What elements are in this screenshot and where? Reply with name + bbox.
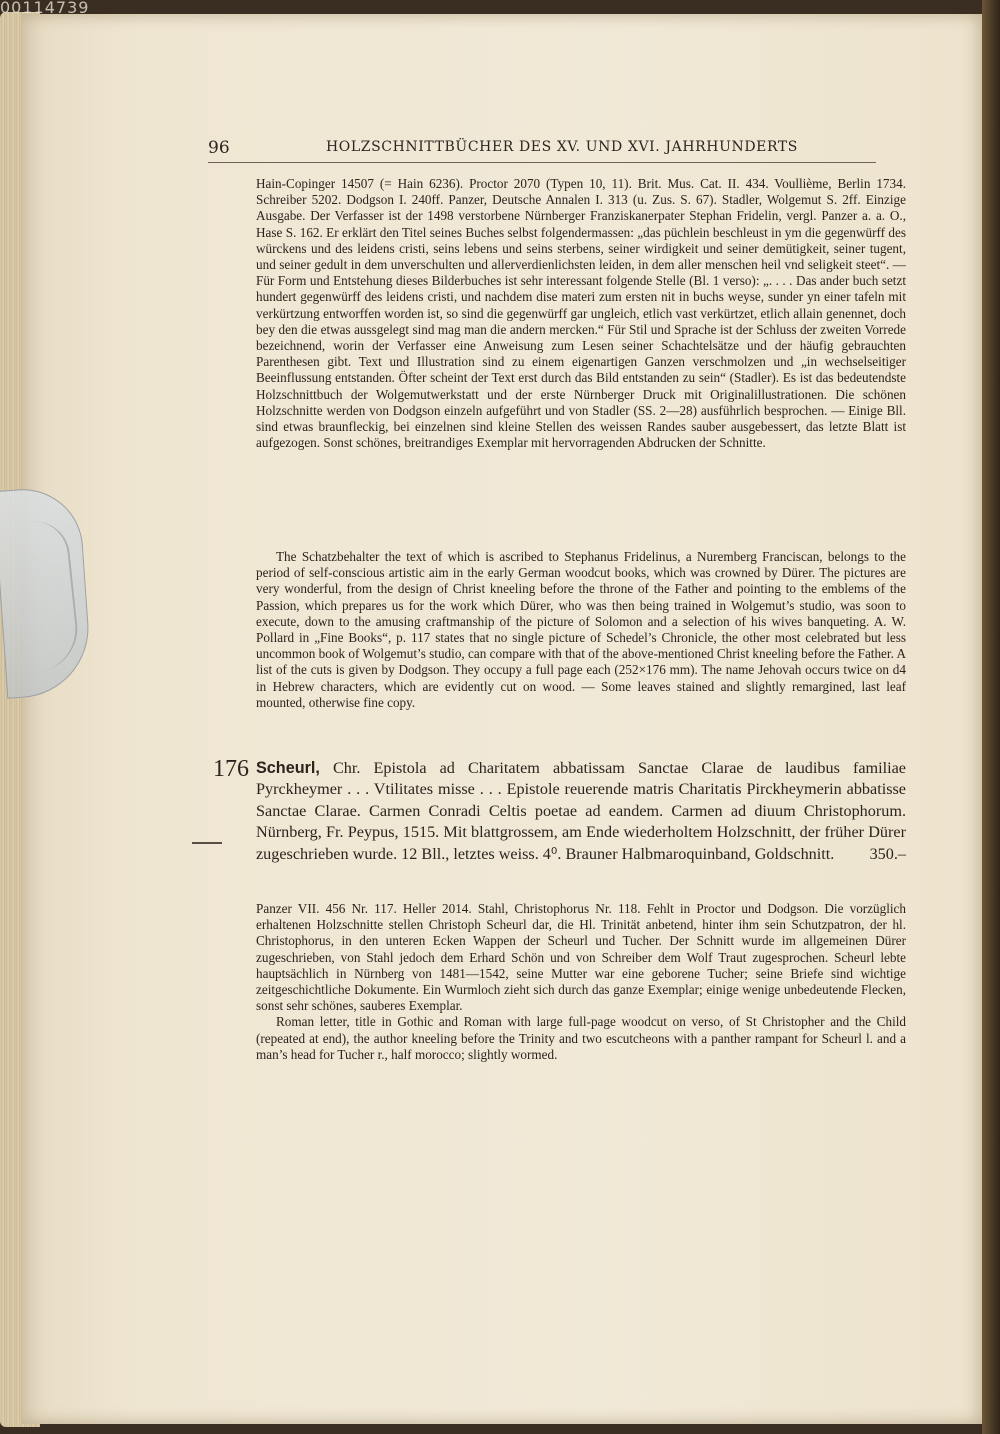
entry-title: Chr. Epistola ad Charitatem abbatissam Sanctae Clarae de laudibus familiae Pyrckheymer . . . Vtilitates misse . . . Epistole reuerende matris Charitatis Pirckheymerin abbatisse Sanctae Clarae. Carmen Conradi Celtis poetae ad eandem. Carmen ad diuum Christophorum. Nürnberg, Fr. Peypus, 1515. Mit blattgrossem, am Ende wiederholtem Holzschnitt, der früher Dürer zugeschrieben wurde. 12 Bll., letztes weiss. 4⁰. Brauner Halbmaroquinband, Goldschnitt. xyxy=(256,759,906,863)
paragraph: Hain-Copinger 14507 (= Hain 6236). Proctor 2070 (Typen 10, 11). Brit. Mus. Cat. II. 434. Voullième, Berlin 1734. Schreiber 5202. Dodgson I. 240ff. Panzer, Deutsche Annalen I. 313 (u. Zus. S. 67). Stadler, Wolgemut S. 2ff. Einzige Ausgabe. Der Verfasser ist der 1498 verstorbene Nürnberger Franziskanerpater Stephan Fridelin, vergl. Panzer a. a. O., Hase S. 162. Er erklärt den Titel seines Buches selbst folgendermassen: „das püchlein beschleust in ym die gegenwürff des würckens und des leidens cristi, seins lebens und seins sterbens, seiner wirdigkeit und seiner demütigkeit, seiner tugent, und seiner gedult in dem unverschulten und allerverdienlichsten leiden, in dem aller menschen heil vnd seligkeit steet“. — Für Form und Entstehung dieses Bilderbuches ist sehr interessant folgende Stelle (Bl. 1 verso): „. . . . Das ander buch setzt hundert gegenwürff des leidens cristi, und nachdem dise materi zum ersten nit in buchs weyse, sunder yn einer tafeln mit verkürtzung entworffen worden ist, so sind die gegenwürff gar ungleich, etlich vast verkürtzet, etlich allain genennet, doch bey den die etwas aussgelegt sind mag man die andern mercken.“ Für Stil und Sprache ist der Schluss der zweiten Vorrede bezeichnend, worin der Verfasser eine Anweisung zum Lesen seiner Schachtelsätze und der häufig gebrauchten Parenthesen gibt. Text und Illustration sind zu einem eigenartigen Ganzen verschmolzen und „in wechselseitiger Beeinflussung entstanden. Öfter scheint der Text erst durch das Bild entstanden zu sein“ (Stadler). Es ist das bedeutendste Holzschnittbuch der Wolgemutwerkstatt und der erste Nürnberger Druck mit Originalillustrationen. Die schönen Holzschnitte werden von Dodgson einzeln aufgeführt und von Stadler (SS. 2—28) ausführlich besprochen. — Einige Bll. sind etwas braunfleckig, bei einzelnen sind kleine Stellen des weissen Randes sauber ausgebessert, das letzte Blatt ist aufgezogen. Sonst schönes, breitrandiges Exemplar mit hervorragenden Abdrucken der Schnitte. xyxy=(256,176,906,451)
page-number: 96 xyxy=(208,138,230,158)
paragraph: Panzer VII. 456 Nr. 117. Heller 2014. Stahl, Christophorus Nr. 118. Fehlt in Proctor und Dodgson. Die vorzüglich erhaltenen Holzschnitte stellen Christoph Scheurl dar, die Hl. Trinität anbetend, hinter ihm sein Schutzpatron, der hl. Christophorus, in den unteren Ecken Wappen der Scheurl und Tucher. Der Schnitt wurde im allgemeinen Dürer zugeschrieben, von Stahl jedoch dem Erhard Schön und von Schreiber dem Wolf Traut zugesprochen. Scheurl lebte hauptsächlich in Nürnberg von 1481—1542, seine Mutter war eine geborene Tucher; seine Briefe sind wichtige zeitgeschichtliche Dokumente. Ein Wurmloch zieht sich durch das ganze Exemplar; einige wenige unbedeutende Flecken, sonst sehr schönes, sauberes Exemplar. xyxy=(256,901,906,1014)
description-english xyxy=(256,549,906,711)
lot-number: 176 xyxy=(213,756,249,782)
entry-notes xyxy=(256,901,906,1063)
paragraph: Roman letter, title in Gothic and Roman with large full-page woodcut on verso, of St Christopher and the Child (repeated at end), the author kneeling before the Trinity and two escutcheons with a panther rampant for Scheurl l. and a man’s head for Tucher r., half morocco; slightly wormed. xyxy=(256,1014,906,1062)
scan-id: 00114739 xyxy=(0,0,90,17)
catalogue-entry xyxy=(256,758,906,865)
description-german xyxy=(256,176,906,451)
book-spine xyxy=(982,0,1000,1434)
running-head xyxy=(208,136,876,163)
paragraph: The Schatzbehalter the text of which is ascribed to Stephanus Fridelinus, a Nuremberg Franciscan, belongs to the period of self-conscious artistic aim in the early German woodcut books, which was crowned by Dürer. The pictures are very wonderful, from the design of Christ kneeling before the throne of the Father and pointing to the emblems of the Passion, which prepares us for the work which Dürer, who was then being trained in Wolgemut’s studio, was soon to execute, down to the amusing craftmanship of the picture of Solomon and a selection of his wives banqueting. A. W. Pollard in „Fine Books“, p. 117 states that no single picture of Schedel’s Chronicle, the other most celebrated but less uncommon book of Wolgemut’s studio, can compare with that of the above-mentioned Christ kneeling before the Father. A list of the cuts is given by Dodgson. They occupy a full page each (252×176 mm). The name Jehovah occurs twice on d4 in Hebrew characters, which are evidently cut on wood. — Some leaves stained and slightly remargined, last leaf mounted, otherwise fine copy. xyxy=(256,549,906,710)
entry-price: 350.– xyxy=(869,844,906,863)
pencil-dash-mark xyxy=(192,842,222,844)
running-title: HOLZSCHNITTBÜCHER DES XV. UND XVI. JAHRHUNDERTS xyxy=(326,139,799,155)
entry-author: Scheurl, xyxy=(256,759,320,777)
